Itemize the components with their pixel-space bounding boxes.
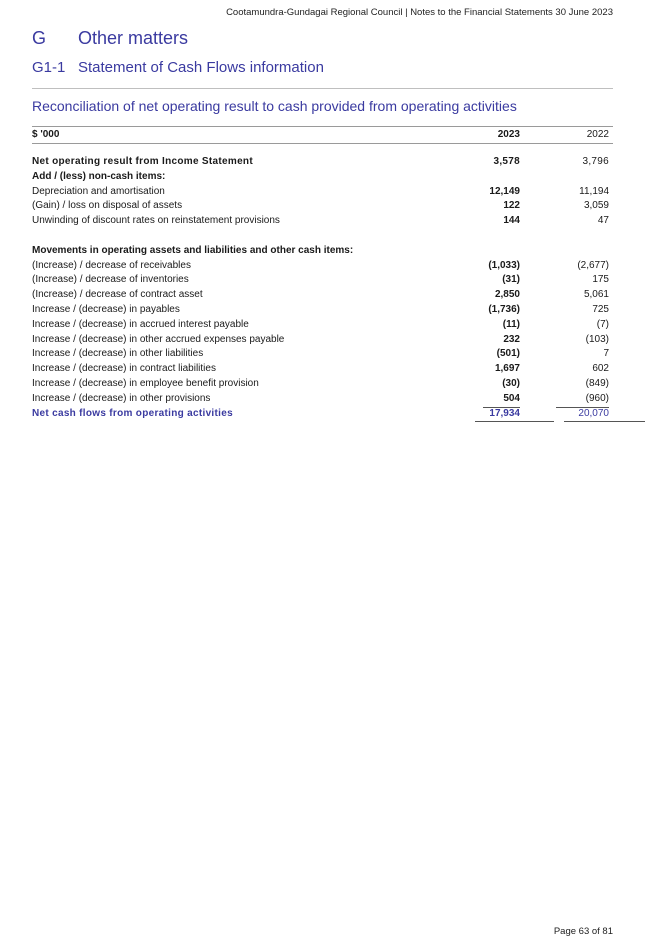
table-row <box>32 347 613 362</box>
value-2022: (2,677) <box>577 259 609 271</box>
table-row <box>32 303 613 318</box>
total-rule-2023 <box>475 421 554 422</box>
value-2022: 47 <box>597 215 609 227</box>
note-title: Statement of Cash Flows information <box>78 59 324 76</box>
table-row <box>32 214 613 229</box>
row-label: Increase / (decrease) in accrued interest payable <box>32 318 249 330</box>
note-heading <box>32 59 324 76</box>
table-title: Reconciliation of net operating result to cash provided from operating activities <box>32 98 517 114</box>
table-row <box>32 288 613 303</box>
value-2022: 7 <box>603 348 609 360</box>
table-row <box>32 259 613 274</box>
column-header-units: $ '000 <box>32 129 60 140</box>
value-2023: 144 <box>503 215 520 227</box>
value-2022: (849) <box>585 377 609 389</box>
section-heading <box>32 28 188 49</box>
table-row <box>32 155 613 170</box>
table-row <box>32 377 613 392</box>
value-2023: (1,033) <box>488 259 520 271</box>
row-label: Net operating result from Income Statement <box>32 156 253 167</box>
value-2022: (103) <box>585 333 609 345</box>
cash-flow-table <box>32 155 613 421</box>
value-2023: (1,736) <box>488 303 520 315</box>
value-2022: (960) <box>556 392 609 408</box>
table-row <box>32 244 613 259</box>
total-row <box>32 407 613 422</box>
table-row <box>32 362 613 377</box>
row-label: (Increase) / decrease of contract asset <box>32 289 203 301</box>
value-2022: (7) <box>596 318 609 330</box>
total-label: Net cash flows from operating activities <box>32 407 233 419</box>
table-row <box>32 318 613 333</box>
row-label: Increase / (decrease) in other liabilities <box>32 348 204 360</box>
value-2023: 232 <box>503 333 520 345</box>
value-2022: 3,796 <box>582 156 609 167</box>
column-header-rule <box>32 143 613 144</box>
row-label: Unwinding of discount rates on reinstatement provisions <box>32 215 280 227</box>
table-row <box>32 392 613 407</box>
value-2022: 3,059 <box>583 200 609 212</box>
row-label: Increase / (decrease) in other accrued expenses payable <box>32 333 285 345</box>
value-2022: 5,061 <box>583 289 609 301</box>
row-spacer <box>32 229 613 244</box>
value-2023: 504 <box>483 392 520 408</box>
value-2022: 602 <box>592 363 609 375</box>
total-rule-2022 <box>564 421 645 422</box>
value-2023: 122 <box>503 200 520 212</box>
table-row <box>32 333 613 348</box>
row-label: (Gain) / loss on disposal of assets <box>32 200 183 212</box>
row-label: Increase / (decrease) in employee benefit provision <box>32 377 259 389</box>
row-label: Increase / (decrease) in payables <box>32 303 180 315</box>
running-header: Cootamundra-Gundagai Regional Council | Notes to the Financial Statements 30 June 2023 <box>226 7 613 18</box>
row-label: (Increase) / decrease of inventories <box>32 274 189 286</box>
table-row <box>32 185 613 200</box>
row-label: Increase / (decrease) in other provisions <box>32 392 211 404</box>
value-2023: 2,850 <box>494 289 520 301</box>
table-row <box>32 170 613 185</box>
table-top-rule <box>32 126 613 127</box>
total-2022: 20,070 <box>578 407 609 419</box>
row-label: Increase / (decrease) in contract liabilities <box>32 363 216 375</box>
page-number: Page 63 of 81 <box>553 926 613 937</box>
section-letter: G <box>32 28 47 48</box>
column-header-2023: 2023 <box>497 129 520 140</box>
total-2023: 17,934 <box>489 407 520 419</box>
note-number: G1-1 <box>32 59 66 76</box>
row-label: Depreciation and amortisation <box>32 185 165 197</box>
section-title: Other matters <box>78 28 189 48</box>
table-row <box>32 199 613 214</box>
value-2022: 725 <box>592 303 609 315</box>
value-2023: 3,578 <box>493 156 520 167</box>
value-2023: 1,697 <box>494 363 520 375</box>
column-header-2022: 2022 <box>586 129 609 140</box>
table-row <box>32 273 613 288</box>
value-2023: (11) <box>502 318 520 330</box>
value-2023: (501) <box>496 348 520 360</box>
heading-divider <box>32 88 613 89</box>
row-label: Movements in operating assets and liabilities and other cash items: <box>32 244 354 256</box>
row-label: (Increase) / decrease of receivables <box>32 259 191 271</box>
row-label: Add / (less) non-cash items: <box>32 170 166 182</box>
value-2023: (30) <box>502 377 520 389</box>
value-2023: (31) <box>502 274 520 286</box>
value-2022: 11,194 <box>579 185 609 197</box>
value-2023: 12,149 <box>489 185 520 197</box>
value-2022: 175 <box>592 274 609 286</box>
